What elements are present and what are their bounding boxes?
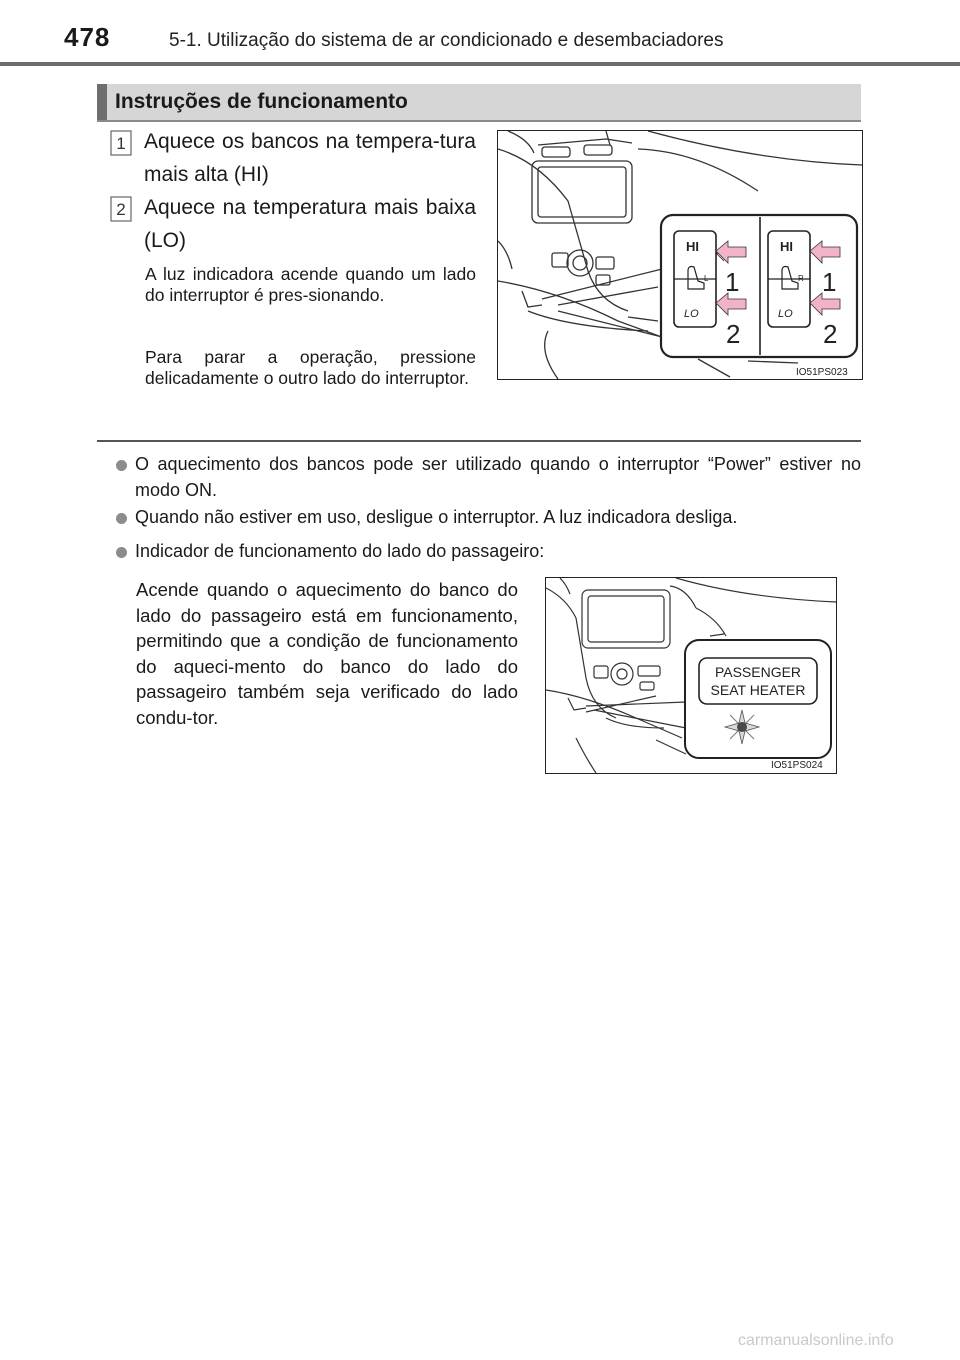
section-accent (97, 84, 107, 120)
number-2-icon (110, 196, 132, 222)
dashboard-illustration-2 (546, 578, 836, 773)
number-2-text: 2 (116, 200, 126, 219)
svg-text:HI: HI (780, 239, 793, 254)
number-1-text: 1 (116, 134, 126, 153)
svg-text:2: 2 (726, 319, 741, 349)
item-1-title: Aquece os bancos na tempera-tura mais alta (HI) (144, 130, 476, 186)
svg-text:LO: LO (684, 308, 699, 320)
panel-line-2: SEAT HEATER (710, 682, 806, 698)
figure2-code: IO51PS024 (771, 760, 823, 771)
page-header (0, 0, 960, 62)
svg-text:1: 1 (725, 267, 740, 297)
chapter-title: 5-1. Utilização do sistema de ar condicionado e desembaciadores (169, 30, 724, 51)
seat-heater-switch-figure (497, 130, 863, 380)
item-2-title: Aquece na temperatura mais baixa (LO) (144, 196, 476, 252)
section-divider (97, 440, 861, 442)
header-rule (0, 62, 960, 66)
bullet-3-icon (116, 547, 127, 558)
passenger-seat-heater-figure (545, 577, 837, 774)
svg-text:R: R (798, 274, 804, 283)
svg-text:LO: LO (778, 308, 793, 320)
bullet-3-text: Indicador de funcionamento do lado do passageiro: (135, 541, 545, 561)
indicator-light-icon (725, 710, 759, 744)
page-number: 478 (64, 22, 111, 52)
number-1-icon (110, 130, 132, 156)
svg-text:1: 1 (822, 267, 837, 297)
panel-line-1: PASSENGER (714, 664, 802, 680)
svg-text:HI: HI (686, 239, 699, 254)
bullet-1-icon (116, 460, 127, 471)
passenger-indicator-paragraph: Acende quando o aquecimento do banco do lado do passageiro está em funcionamento, permitindo que a condição de funcionamento do aqueci-mento do banco do lado do passageiro também seja verificado do lado condu-tor. (136, 579, 518, 728)
watermark: carmanualsonline.info (738, 1332, 894, 1349)
stop-paragraph: Para parar a operação, pressione delicadamente o outro lado do interruptor. (145, 347, 476, 388)
bullet-1-text: O aquecimento dos bancos pode ser utilizado quando o interruptor “Power” estiver no modo ON. (135, 454, 861, 500)
bullet-2-text: Quando não estiver em uso, desligue o interruptor. A luz indicadora desliga. (135, 507, 738, 527)
svg-text:L: L (704, 274, 709, 283)
section-heading (97, 84, 861, 122)
svg-text:2: 2 (823, 319, 838, 349)
bullet-2-icon (116, 513, 127, 524)
indicator-paragraph: A luz indicadora acende quando um lado do interruptor é pres-sionando. (145, 264, 476, 305)
section-title: Instruções de funcionamento (115, 90, 408, 113)
figure1-code: IO51PS023 (796, 367, 848, 378)
dashboard-illustration-1 (498, 131, 862, 379)
